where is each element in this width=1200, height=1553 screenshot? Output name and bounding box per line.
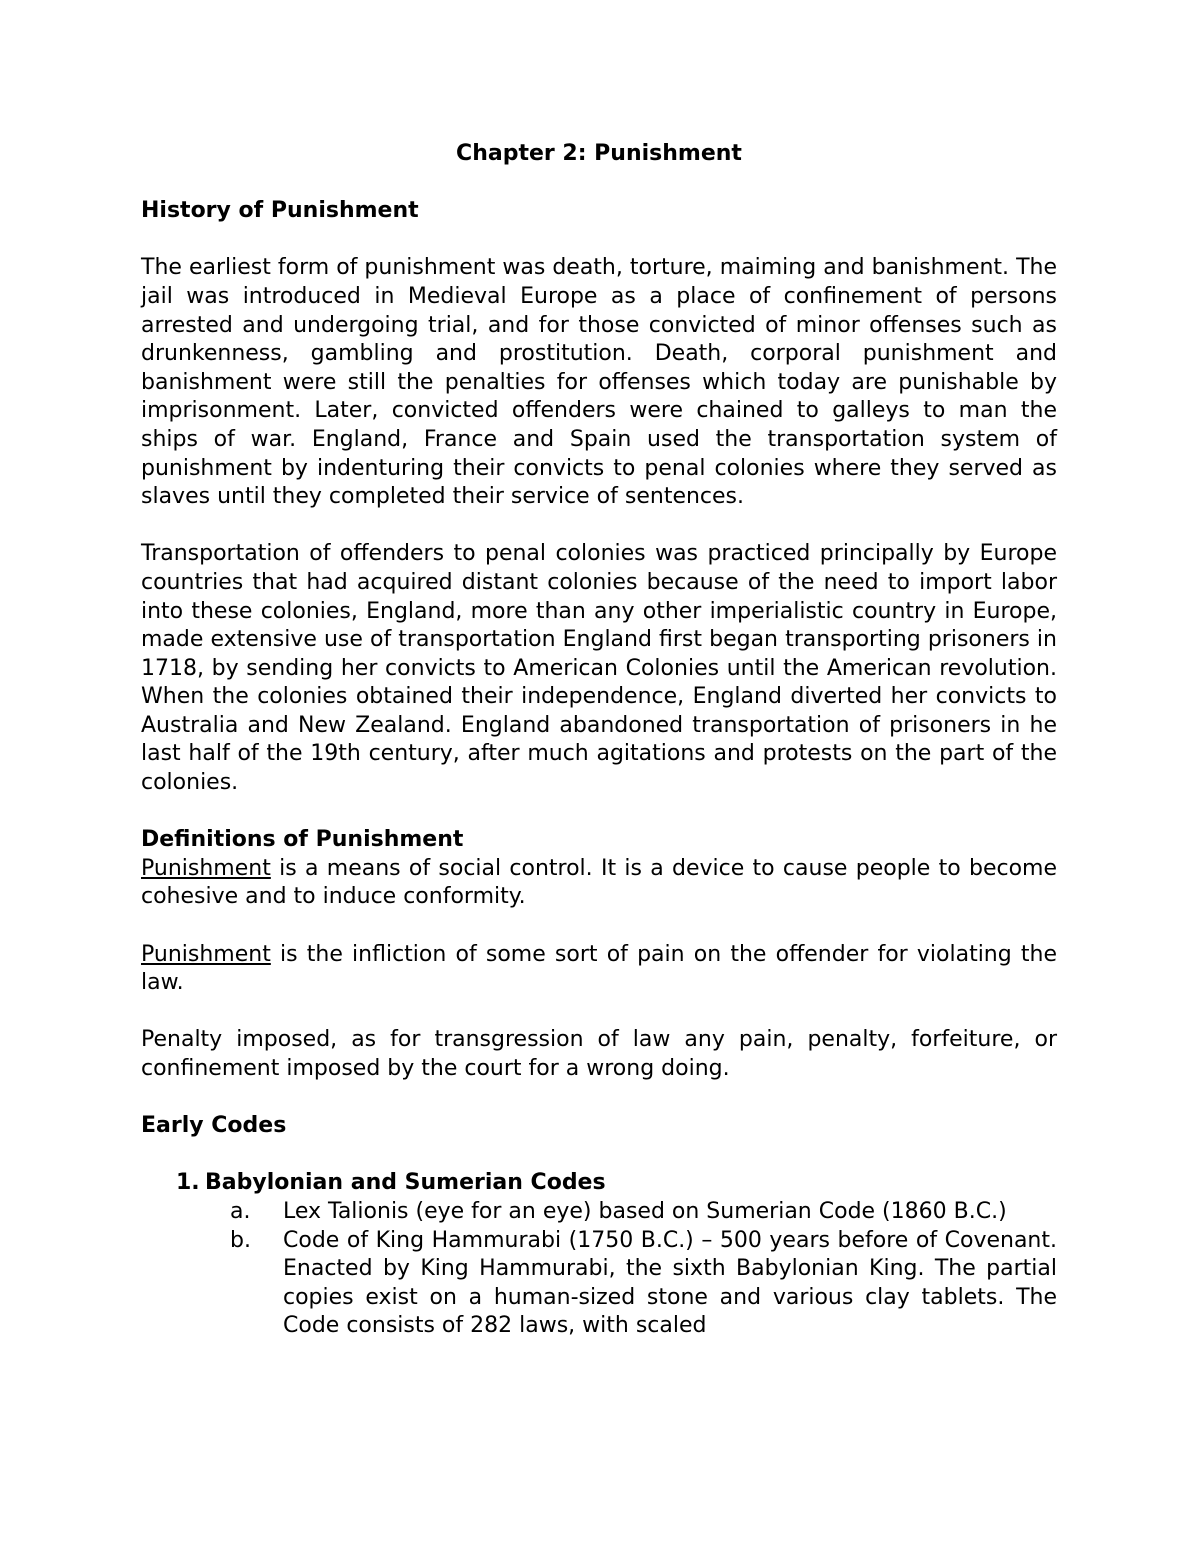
document-page (141, 140, 1057, 1341)
history-heading: History of Punishment (141, 198, 419, 224)
definition-3: Penalty imposed, as for transgression of law any pain, penalty, forfeiture, or confinement imposed by the court for a wrong doing. (141, 1027, 1057, 1081)
sub-list-marker: a. (230, 1198, 251, 1224)
definition-1-term: Punishment (141, 855, 271, 881)
sub-list-marker: b. (230, 1227, 251, 1253)
spacer (141, 998, 1057, 1027)
spacer (141, 1084, 1057, 1113)
sub-list-text: Lex Talionis (eye for an eye) based on Sumerian Code (1860 B.C.) (283, 1198, 1007, 1224)
definition-1-text: is a means of social control. It is a device to cause people to become cohesive and to induce conformity. (141, 855, 1057, 910)
sub-list (141, 1198, 1057, 1341)
code-list-item-1 (176, 1169, 1057, 1198)
sub-list-item-b (230, 1227, 1057, 1341)
spacer (141, 1141, 1057, 1170)
code-list-item-title: Babylonian and Sumerian Codes (205, 1170, 606, 1196)
list-number: 1. (176, 1170, 200, 1196)
spacer (141, 798, 1057, 827)
history-paragraph-1: The earliest form of punishment was death, torture, maiming and banishment. The jail was introduced in Medieval Europe as a place of confinement of persons arrested and undergoing trial, and for those convicted of minor offenses such as drunkenness, gambling and prostitution. Death, corporal punishment and banishment were still the penalties for offenses which today are punishable by imprisonment. Later, convicted offenders were chained to galleys to man the ships of war. England, France and Spain used the transportation system of punishment by indenturing their convicts to penal colonies where they served as slaves until they completed their service of sentences. (141, 255, 1057, 510)
sub-list-text: Code of King Hammurabi (1750 B.C.) – 500 years before of Covenant. Enacted by King Hammurabi, the sixth Babylonian King. The partial copies exist on a human-sized stone and various clay tablets. The Code consists of 282 laws, with scaled (283, 1227, 1057, 1339)
chapter-title: Chapter 2: Punishment (456, 141, 742, 166)
history-paragraph-2: Transportation of offenders to penal colonies was practiced principally by Europe countries that had acquired distant colonies because of the need to import labor into these colonies, England, more than any other imperialistic country in Europe, made extensive use of transportation England first began transporting prisoners in 1718, by sending her convicts to American Colonies until the American revolution. When the colonies obtained their independence, England diverted her convicts to Australia and New Zealand. England abandoned transportation of prisoners in he last half of the 19th century, after much agitations and protests on the part of the colonies. (141, 541, 1057, 796)
early-codes-heading: Early Codes (141, 1113, 287, 1139)
spacer (141, 912, 1057, 941)
definition-2 (141, 941, 1057, 998)
definition-2-text: is the infliction of some sort of pain on the offender for violating the law. (141, 941, 1057, 996)
spacer (141, 512, 1057, 541)
sub-list-item-a (230, 1198, 1057, 1227)
spacer (141, 226, 1057, 255)
definition-2-term: Punishment (141, 941, 271, 967)
definitions-heading: Definitions of Punishment (141, 827, 464, 853)
definition-1 (141, 855, 1057, 912)
